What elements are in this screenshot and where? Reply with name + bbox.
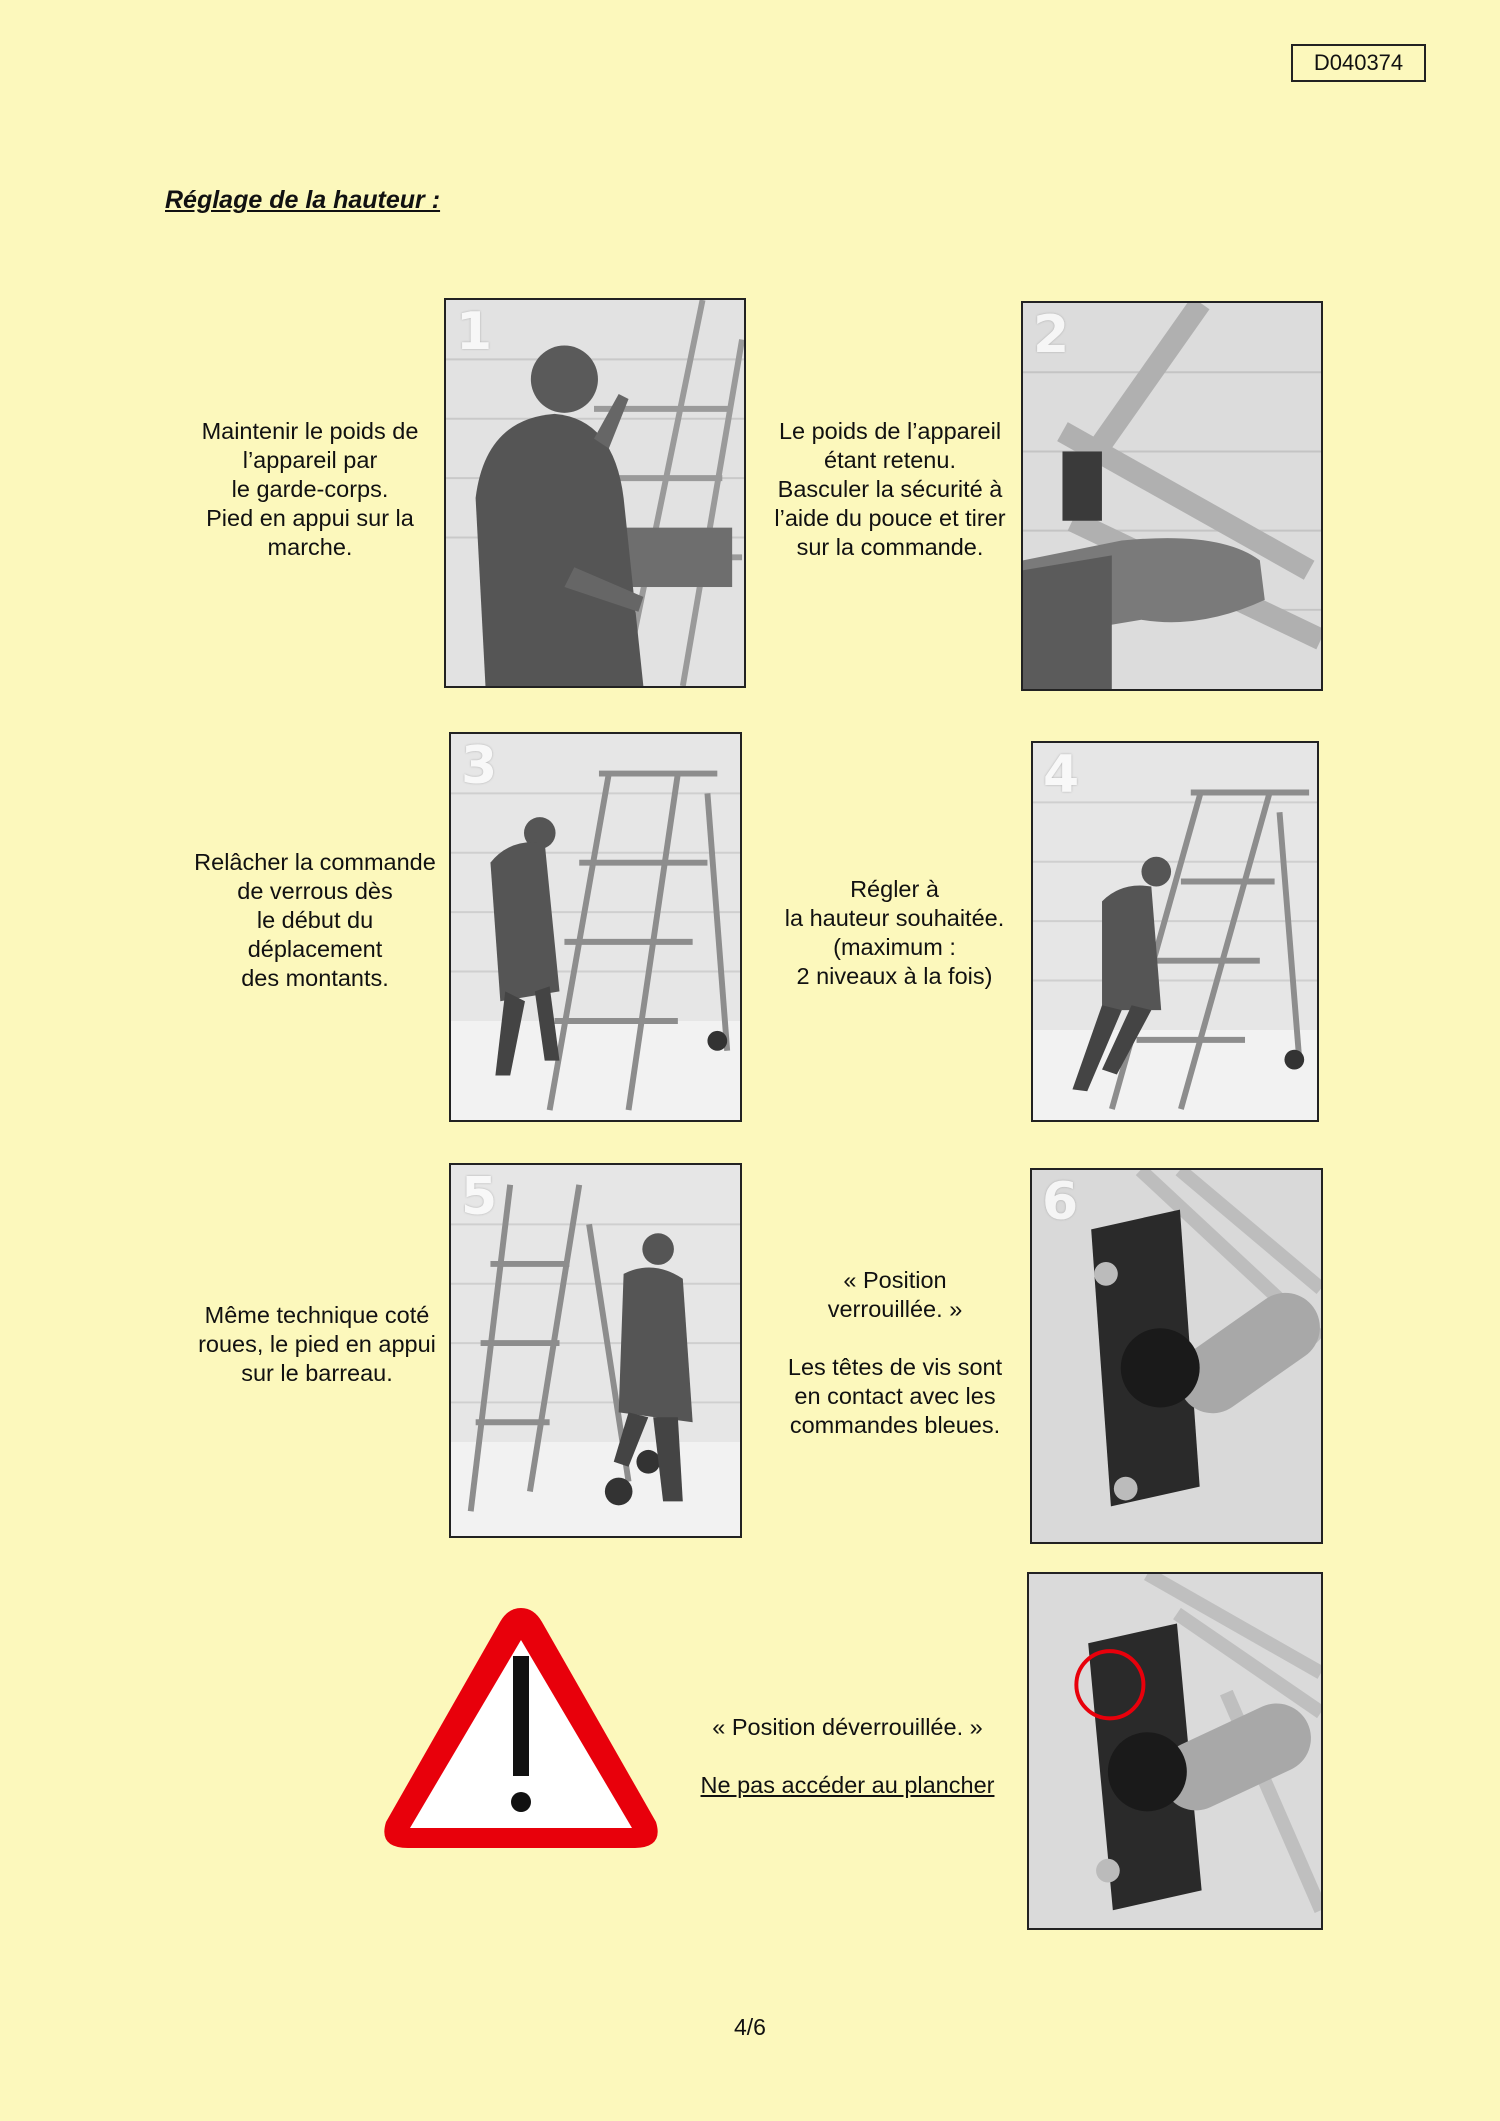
unlocked-position-text: « Position déverrouillée. »	[712, 1714, 983, 1740]
step-5-text: Même technique coté roues, le pied en appui sur le barreau.	[198, 1302, 436, 1386]
page-number: 4/6	[734, 2014, 766, 2040]
step-3-photo	[449, 732, 742, 1122]
step-6-number: 6	[1042, 1172, 1079, 1232]
step-1-photo	[444, 298, 746, 688]
step-6-text: « Position verrouillée. » Les têtes de vis sont en contact avec les commandes bleues.	[787, 1267, 1003, 1438]
unlocked-mechanism-photo	[1027, 1572, 1323, 1930]
warning-triangle-icon	[376, 1596, 666, 1860]
document-reference: D040374	[1291, 44, 1426, 82]
step-5-photo	[449, 1163, 742, 1538]
step-4-photo	[1031, 741, 1319, 1122]
step-5-number: 5	[461, 1167, 498, 1227]
step-2-photo	[1021, 301, 1323, 691]
step-1-text: Maintenir le poids de l’appareil par le garde-corps. Pied en appui sur la marche.	[201, 418, 419, 560]
step-1-number: 1	[456, 302, 493, 362]
do-not-access-floor-warning: Ne pas accéder au plancher	[700, 1772, 995, 1798]
step-3-text: Relâcher la commande de verrous dès le début du déplacement des montants.	[194, 849, 436, 991]
step-4-text: Régler à la hauteur souhaitée. (maximum : 2 niveaux à la fois)	[784, 876, 1005, 989]
step-2-number: 2	[1033, 305, 1070, 365]
unlocked-mechanism-closeup-illustration	[1029, 1574, 1321, 1928]
step-3-number: 3	[461, 736, 498, 796]
step-6-photo	[1030, 1168, 1323, 1544]
step-4-number: 4	[1043, 745, 1080, 805]
step-2-text: Le poids de l’appareil étant retenu. Basculer la sécurité à l’aide du pouce et tirer sur la commande.	[774, 418, 1006, 560]
section-title: Réglage de la hauteur :	[165, 186, 441, 214]
